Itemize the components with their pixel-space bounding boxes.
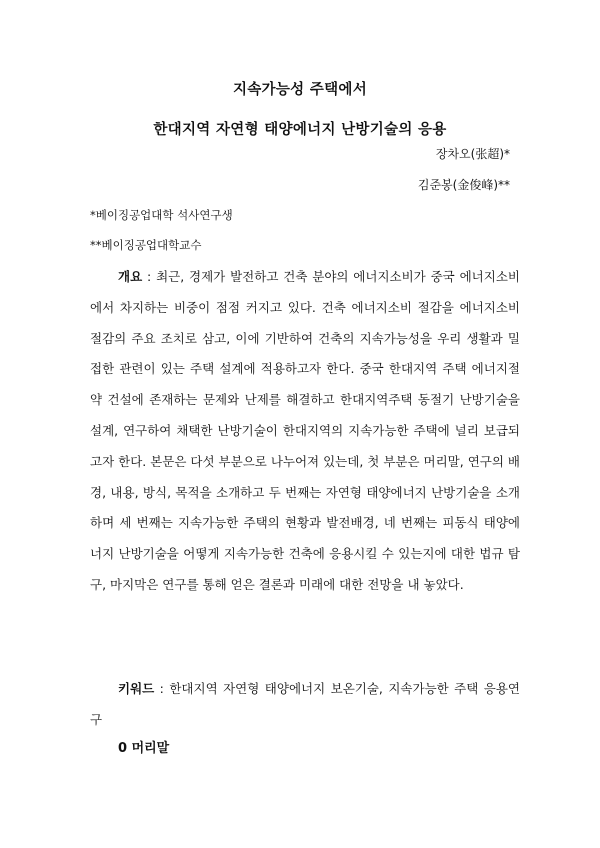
affiliation-2: **베이징공업대학교수 xyxy=(90,238,202,252)
abstract-separator: : xyxy=(142,269,157,284)
keywords-text: 한대지역 자연형 태양에너지 보온기술, 지속가능한 주택 응용연구 xyxy=(90,681,520,727)
keywords-label: 키워드 xyxy=(118,681,155,696)
affiliation-1: *베이징공업대학 석사연구생 xyxy=(90,208,233,222)
abstract-label: 개요 xyxy=(118,269,143,284)
abstract-text: 최근, 경제가 발전하고 건축 분야의 에너지소비가 중국 에너지소비에서 차지하는 비중이 점점 커지고 있다. 건축 에너지소비 절감을 에너지소비 절감의 주요 조치로 삼고, 이에 기반하여 건축의 지속가능성을 우리 생활과 밀접한 관련이 있는 주택 설계에 적용하고자 한다. 중국 한대지역 주택 에너지절약 건설에 존재하는 문제와 난제를 해결하고 한대지역주택 동절기 난방기술을 설계, 연구하여 채택한 난방기술이 한대지역의 지속가능한 주택에 널리 보급되고자 한다. 본문은 다섯 부분으로 나누어져 있는데, 첫 부분은 머리말, 연구의 배경, 내용, 방식, 목적을 소개하고 두 번째는 자연형 태양에너지 난방기술을 소개하며 세 번째는 지속가능한 주택의 현황과 발전배경, 네 번째는 피동식 태양에너지 난방기술을 어떻게 지속가능한 건축에 응용시킬 수 있는지에 대한 법규 탐구, 마지막은 연구를 통해 얻은 결론과 미래에 대한 전망을 내 놓았다. xyxy=(90,269,520,592)
abstract-paragraph xyxy=(90,262,520,601)
keywords-separator: : xyxy=(154,681,170,696)
paper-title-line-1: 지속가능성 주택에서 xyxy=(232,82,368,98)
keywords-paragraph xyxy=(90,674,520,736)
section-heading-introduction: 0 머리말 xyxy=(118,741,170,756)
paper-title-line-2: 한대지역 자연형 태양에너지 난방기술의 응용 xyxy=(153,122,447,138)
author-1: 장차오(张超)* xyxy=(435,147,510,161)
author-2: 김준봉(金俊峰)** xyxy=(417,178,510,192)
